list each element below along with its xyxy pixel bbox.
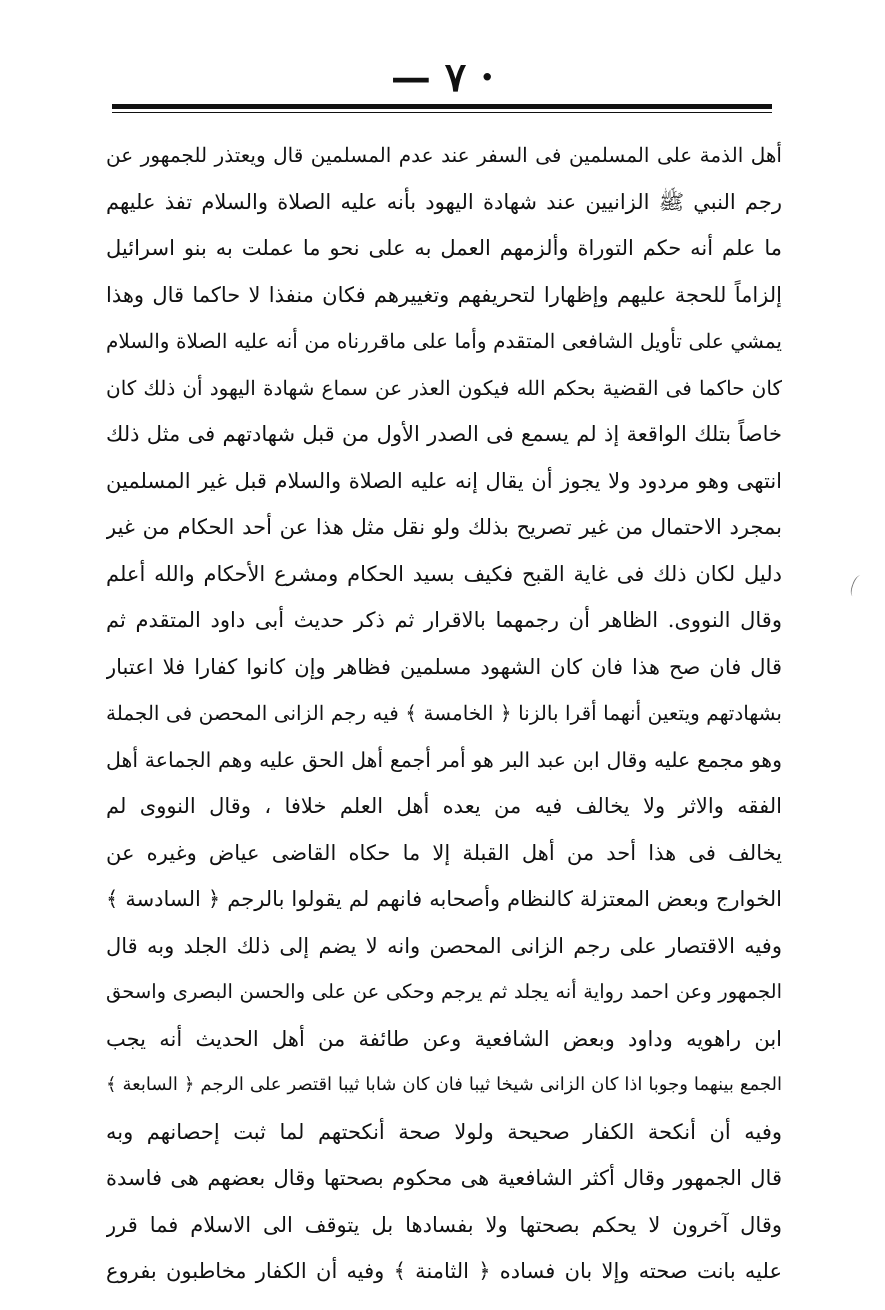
text-line: انتهى وهو مردود ولا يجوز أن يقال إنه عليه الصلاة والسلام قبل غير المسلمين [106, 468, 782, 493]
text-line: الفقه والاثر ولا يخالف فيه من يعده أهل العلم خلافا ، وقال النووى لم [106, 794, 782, 818]
header-rule [112, 104, 772, 109]
text-line: خاصاً بتلك الواقعة إذ لم يسمع فى الصدر الأول من قبل شهادتهم فى مثل ذلك [106, 422, 782, 446]
text-line: وفيه أن أنكحة الكفار صحيحة ولولا صحة أنكحتهم لما ثبت إحصانهم وبه [106, 1119, 782, 1144]
text-line: الجمهور وعن احمد رواية أنه يجلد ثم يرجم وحكى عن على والحسن البصرى واسحق [106, 980, 782, 1003]
text-line: الجمع بينهما وجوبا اذا كان الزانى شيخا ثيبا فان كان شابا ثيبا اقتصر على الرجم ﴿ السابعة ﴾ [106, 1074, 782, 1095]
page-number: — ٧ · [390, 54, 495, 101]
text-line: ابن راهويه وداود وبعض الشافعية وعن طائفة من أهل الحديث أنه يجب [106, 1026, 782, 1051]
text-line: وفيه الاقتصار على رجم الزانى المحصن وانه لا يضم إلى ذلك الجلد وبه قال [106, 933, 782, 958]
text-line: قال فان صح هذا فان كان الشهود مسلمين فظاهر وإن كانوا كفارا فلا اعتبار [106, 654, 782, 679]
text-line: رجم النبي ﷺ الزانيين عند شهادة اليهود بأنه عليه الصلاة والسلام تفذ عليهم [106, 189, 782, 214]
text-line: بمجرد الاحتمال من غير تصريح بذلك ولو نقل مثل هذا عن أحد الحكام من غير [106, 515, 782, 539]
body-text [106, 132, 782, 1295]
text-line: قال الجمهور وقال أكثر الشافعية هى محكوم بصحتها وقال بعضهم هى فاسدة [106, 1166, 782, 1190]
text-line: إلزاماً للحجة عليهم وإظهارا لتحريفهم وتغييرهم فكان منفذا لا حاكما قال وهذا [106, 282, 782, 307]
header-rule-thin [112, 112, 772, 113]
margin-pencil-mark [849, 574, 865, 598]
text-line: دليل لكان ذلك فى غاية القبح فكيف بسيد الحكام ومشرع الأحكام والله أعلم [106, 561, 782, 586]
text-line: كان حاكما فى القضية بحكم الله فيكون العذر عن سماع شهادة اليهود أن ذلك كان [106, 375, 782, 400]
text-line: الخوارج وبعض المعتزلة كالنظام وأصحابه فانهم لم يقولوا بالرجم ﴿ السادسة ﴾ [106, 887, 782, 911]
text-line: وهو مجمع عليه وقال ابن عبد البر هو أمر أجمع أهل الحق عليه وهم الجماعة أهل [106, 747, 782, 772]
text-line: ما علم أنه حكم التوراة وألزمهم العمل به على نحو ما عملت به بنو اسرائيل [106, 236, 782, 260]
text-line: وقال آخرون لا يحكم بصحتها ولا بفسادها بل يتوقف الى الاسلام فما قرر [106, 1212, 782, 1237]
text-line: يخالف فى هذا أحد من أهل القبلة إلا ما حكاه القاضى عياض وغيره عن [106, 840, 782, 865]
text-line: عليه بانت صحته وإلا بان فساده ﴿ الثامنة ﴾ وفيه أن الكفار مخاطبون بفروع [106, 1259, 782, 1283]
text-line: بشهادتهم ويتعين أنهما أقرا بالزنا ﴿ الخامسة ﴾ فيه رجم الزانى المحصن فى الجملة [106, 701, 782, 725]
text-line: وقال النووى. الظاهر أن رجمهما بالاقرار ثم ذكر حديث أبى داود المتقدم ثم [106, 608, 782, 632]
text-line: يمشي على تأويل الشافعى المتقدم وأما على ماقررناه من أنه عليه الصلاة والسلام [106, 329, 782, 353]
text-line: أهل الذمة على المسلمين فى السفر عند عدم المسلمين قال ويعتذر للجمهور عن [106, 143, 782, 167]
